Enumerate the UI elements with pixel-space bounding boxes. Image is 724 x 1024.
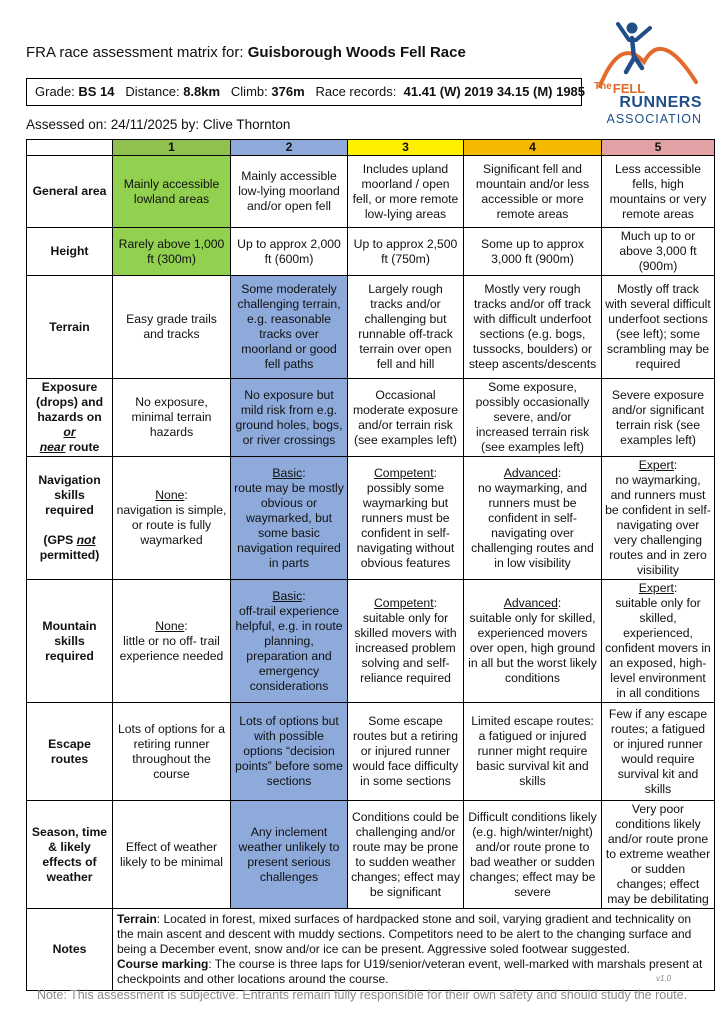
cell-navigation-4: Advanced: no waymarking, and runners must be confident in self-navigating over challenging routes and in low visibility (464, 457, 602, 580)
row-label: Escape routes (27, 703, 113, 801)
corner-cell (27, 140, 113, 156)
cell-general-1: Mainly accessible lowland areas (113, 156, 231, 228)
cell-exposure-3: Occasional moderate exposure and/or terrain risk (see examples left) (348, 379, 464, 457)
cell-navigation-3: Competent: possibly some waymarking but runners must be confident in self-navigating without obvious features (348, 457, 464, 580)
row-label: Notes (27, 909, 113, 991)
cell-terrain-2: Some moderately challenging terrain, e.g. reasonable tracks over moorland or good fell paths (231, 276, 348, 379)
row-navigation (27, 457, 715, 580)
cell-terrain-4: Mostly very rough tracks and/or off track with difficult underfoot sections (e.g. bogs, tussocks, boulders) or steep ascents/descents (464, 276, 602, 379)
cell-exposure-5: Severe exposure and/or significant terrain risk (see examples left) (602, 379, 715, 457)
row-general-area (27, 156, 715, 228)
cell-season-5: Very poor conditions likely and/or route prone to extreme weather or sudden changes; effect may be debilitating (602, 801, 715, 909)
grade-value: BS 14 (78, 84, 115, 99)
assessment-matrix (26, 139, 715, 991)
cell-terrain-5: Mostly off track with several difficult underfoot sections (see left); some scrambling may be required (602, 276, 715, 379)
notes-cell: Terrain: Located in forest, mixed surfaces of hardpacked stone and soil, varying gradient and technicality on the main ascent and descent with muddy sections. Competitors need to be alert to the changing surface and being a December event, snow and/or ice can be present. Aggressive soled footwear suggested. Course marking: The course is three laps for U19/senior/veteran event, well-marked with marshals present at checkpoints and other locations around the course. (113, 909, 715, 991)
cell-mountain-1: None: little or no off- trail experience needed (113, 580, 231, 703)
version-label: v1.0 (656, 974, 672, 983)
cell-mountain-2: Basic: off-trail experience helpful, e.g. in route planning, preparation and emergency considerations (231, 580, 348, 703)
cell-season-3: Conditions could be challenging and/or route may be prone to sudden weather changes; effect may be significant (348, 801, 464, 909)
row-label: Navigation skills required (GPS not permitted) (27, 457, 113, 580)
row-terrain (27, 276, 715, 379)
race-name: Guisborough Woods Fell Race (247, 44, 466, 61)
cell-navigation-1: None: navigation is simple, or route is fully waymarked (113, 457, 231, 580)
cell-general-2: Mainly accessible low-lying moorland and/or open fell (231, 156, 348, 228)
row-exposure (27, 379, 715, 457)
grade-column-5: 5 (602, 140, 715, 156)
row-label: Terrain (27, 276, 113, 379)
cell-mountain-5: Expert: suitable only for skilled, experienced, confident movers in an exposed, high-level environment in all conditions (602, 580, 715, 703)
climb-value: 376m (271, 84, 305, 99)
row-label: Height (27, 228, 113, 276)
cell-season-4: Difficult conditions likely (e.g. high/winter/night) and/or route prone to bad weather or sudden changes; effect may be severe (464, 801, 602, 909)
cell-escape-1: Lots of options for a retiring runner throughout the course (113, 703, 231, 801)
row-escape-routes (27, 703, 715, 801)
fra-logo: The FELL RUNNERS ASSOCIATION (592, 18, 702, 130)
row-label: General area (27, 156, 113, 228)
notes-marking-heading: Course marking (117, 957, 209, 971)
cell-general-4: Significant fell and mountain and/or less accessible or more remote areas (464, 156, 602, 228)
page-title: FRA race assessment matrix for: Guisborough Woods Fell Race (26, 44, 466, 61)
row-mountain-skills (27, 580, 715, 703)
race-summary-box: Grade: BS 14 Distance: 8.8km Climb: 376m Race records: 41.41 (W) 2019 34.15 (M) 1985 (26, 78, 582, 106)
cell-height-3: Up to approx 2,500 ft (750m) (348, 228, 464, 276)
cell-escape-4: Limited escape routes: a fatigued or injured runner might require basic survival kit and skills (464, 703, 602, 801)
cell-height-5: Much up to or above 3,000 ft (900m) (602, 228, 715, 276)
grade-column-3: 3 (348, 140, 464, 156)
cell-height-2: Up to approx 2,000 ft (600m) (231, 228, 348, 276)
cell-navigation-5: Expert: no waymarking, and runners must be confident in self-navigating over very challenging routes and in zero visibility (602, 457, 715, 580)
grade-column-2: 2 (231, 140, 348, 156)
runner-mountain-icon (592, 18, 702, 88)
cell-escape-5: Few if any escape routes; a fatigued or injured runner would require survival kit and skills (602, 703, 715, 801)
footer-note: Note: This assessment is subjective. Entrants remain fully responsible for their own safety and should study the route. (36, 988, 688, 1002)
grade-column-1: 1 (113, 140, 231, 156)
cell-height-1: Rarely above 1,000 ft (300m) (113, 228, 231, 276)
cell-season-1: Effect of weather likely to be minimal (113, 801, 231, 909)
cell-escape-3: Some escape routes but a retiring or injured runner would face difficulty in some sections (348, 703, 464, 801)
cell-exposure-1: No exposure, minimal terrain hazards (113, 379, 231, 457)
assessed-info: Assessed on: 24/11/2025 by: Clive Thornton (26, 117, 291, 132)
cell-general-5: Less accessible fells, high mountains or very remote areas (602, 156, 715, 228)
cell-mountain-3: Competent: suitable only for skilled movers with increased problem solving and self-reliance required (348, 580, 464, 703)
row-label: Season, time & likely effects of weather (27, 801, 113, 909)
cell-season-2: Any inclement weather unlikely to present serious challenges (231, 801, 348, 909)
cell-navigation-2: Basic: route may be mostly obvious or waymarked, but some basic navigation required in parts (231, 457, 348, 580)
cell-exposure-2: No exposure but mild risk from e.g. ground holes, bogs, or river crossings (231, 379, 348, 457)
row-label: Mountain skills required (27, 580, 113, 703)
cell-terrain-1: Easy grade trails and tracks (113, 276, 231, 379)
cell-escape-2: Lots of options but with possible options “decision points” before some sections (231, 703, 348, 801)
cell-terrain-3: Largely rough tracks and/or challenging but runnable off-track terrain over open fell and hill (348, 276, 464, 379)
cell-exposure-4: Some exposure, possibly occasionally severe, and/or increased terrain risk (see examples left) (464, 379, 602, 457)
notes-terrain-heading: Terrain (117, 912, 157, 926)
cell-general-3: Includes upland moorland / open fell, or more remote low-lying areas (348, 156, 464, 228)
records-value: 41.41 (W) 2019 34.15 (M) 1985 (403, 84, 586, 99)
row-label: Exposure (drops) and hazards on or near route (27, 379, 113, 457)
header-row (27, 140, 715, 156)
row-height (27, 228, 715, 276)
cell-mountain-4: Advanced: suitable only for skilled, experienced movers over open, high ground in all but the worst likely conditions (464, 580, 602, 703)
grade-column-4: 4 (464, 140, 602, 156)
cell-height-4: Some up to approx 3,000 ft (900m) (464, 228, 602, 276)
distance-value: 8.8km (183, 84, 221, 99)
row-notes (27, 909, 715, 991)
row-season-weather (27, 801, 715, 909)
